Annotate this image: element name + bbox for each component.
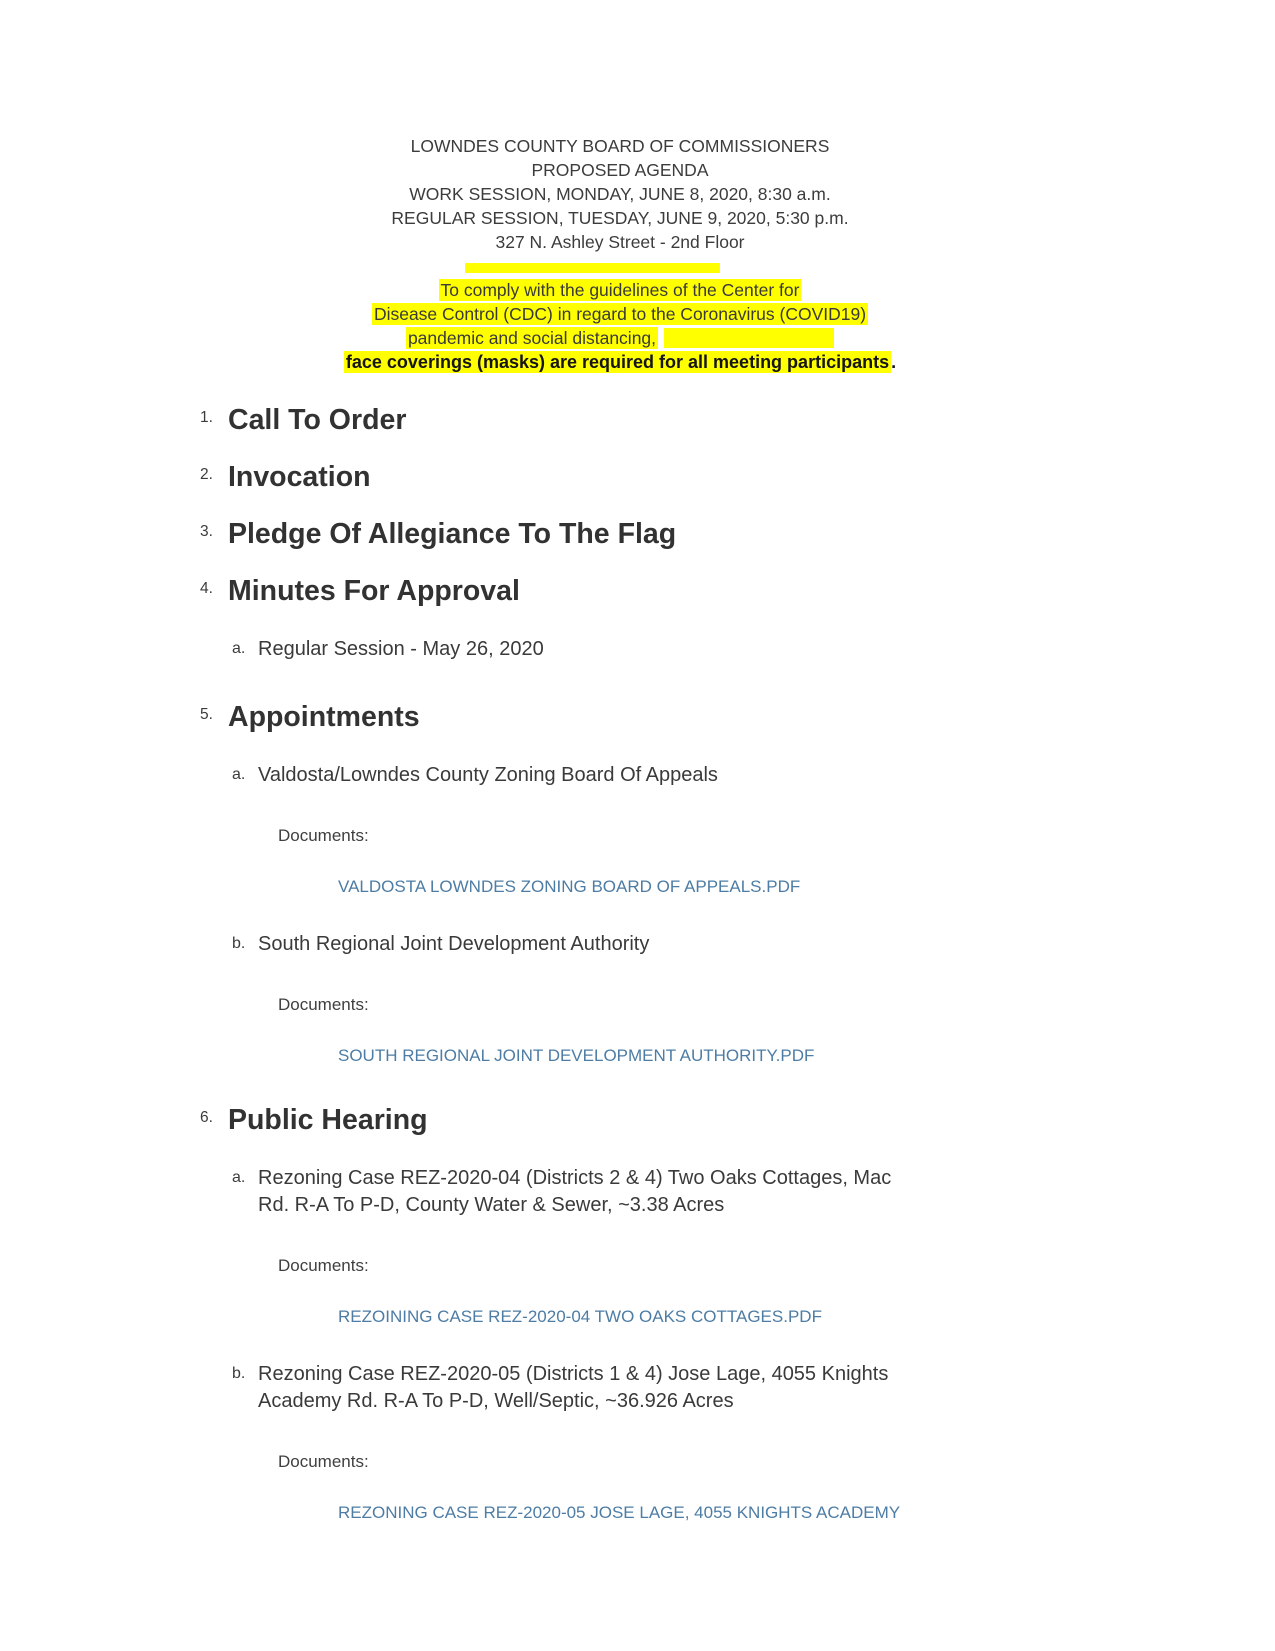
- header-org-line: LOWNDES COUNTY BOARD OF COMMISSIONERS: [410, 136, 830, 156]
- section-pledge: [200, 518, 1275, 551]
- item-letter: a.: [232, 766, 246, 783]
- section-title: Appointments: [228, 701, 420, 733]
- section-appointments: [200, 701, 1275, 734]
- section-number: 1.: [200, 409, 213, 426]
- header-regular-session-line: REGULAR SESSION, TUESDAY, JUNE 9, 2020, 5:30 p.m.: [391, 208, 849, 228]
- section-title: Public Hearing: [228, 1104, 428, 1136]
- agenda-item-zoning-board-appointment: [232, 762, 1275, 789]
- pdf-link-south-regional-authority[interactable]: SOUTH REGIONAL JOINT DEVELOPMENT AUTHORITY.PDF: [338, 1046, 815, 1065]
- section-call-to-order: [200, 404, 1275, 437]
- section-number: 5.: [200, 706, 213, 723]
- section-title: Minutes For Approval: [228, 575, 520, 607]
- section-title: Pledge Of Allegiance To The Flag: [228, 518, 677, 550]
- item-text: Valdosta/Lowndes County Zoning Board Of Appeals: [258, 764, 718, 786]
- item-letter: a.: [232, 640, 246, 657]
- documents-label: Documents:: [278, 1256, 369, 1275]
- highlight-blank-line: [465, 263, 720, 273]
- section-minutes: [200, 575, 1275, 608]
- pdf-link-rez-2020-05-jose-lage[interactable]: REZONING CASE REZ-2020-05 JOSE LAGE, 4055 KNIGHTS ACADEMY: [338, 1503, 901, 1522]
- item-text: South Regional Joint Development Authority: [258, 933, 650, 955]
- agenda-item-rez-2020-05: [232, 1361, 1275, 1415]
- notice-bold-line: face coverings (masks) are required for all meeting participants .: [345, 352, 897, 372]
- documents-label: Documents:: [278, 995, 369, 1014]
- header-work-session-line: WORK SESSION, MONDAY, JUNE 8, 2020, 8:30 a.m.: [409, 184, 831, 204]
- agenda-item-south-regional-authority: [232, 931, 1275, 958]
- section-title: Call To Order: [228, 404, 407, 436]
- documents-label: Documents:: [278, 1452, 369, 1471]
- agenda-item-rez-2020-04: [232, 1165, 1275, 1219]
- item-letter: a.: [232, 1169, 246, 1186]
- pdf-link-zoning-board-of-appeals[interactable]: VALDOSTA LOWNDES ZONING BOARD OF APPEALS.PDF: [338, 877, 801, 896]
- section-public-hearing: [200, 1104, 1275, 1137]
- notice-line-3: pandemic and social distancing,: [190, 326, 1050, 350]
- section-number: 4.: [200, 580, 213, 597]
- item-text-line-1: Rezoning Case REZ-2020-05 (Districts 1 & 4) Jose Lage, 4055 Knights: [258, 1363, 889, 1385]
- header-address-line: 327 N. Ashley Street - 2nd Floor: [495, 232, 745, 252]
- agenda-header: [190, 0, 1050, 254]
- header-agenda-line: PROPOSED AGENDA: [531, 160, 709, 180]
- section-number: 3.: [200, 523, 213, 540]
- item-text-line-1: Rezoning Case REZ-2020-04 (Districts 2 & 4) Two Oaks Cottages, Mac: [258, 1167, 892, 1189]
- covid-notice: [190, 263, 1050, 375]
- item-letter: b.: [232, 935, 246, 952]
- item-letter: b.: [232, 1365, 246, 1382]
- item-text-line-2: Rd. R-A To P-D, County Water & Sewer, ~3.38 Acres: [258, 1194, 725, 1216]
- notice-line-2: Disease Control (CDC) in regard to the Coronavirus (COVID19): [373, 304, 867, 324]
- section-title: Invocation: [228, 461, 371, 493]
- item-text-line-2: Academy Rd. R-A To P-D, Well/Septic, ~36.926 Acres: [258, 1390, 734, 1412]
- section-number: 2.: [200, 466, 213, 483]
- notice-line-1: To comply with the guidelines of the Center for: [440, 280, 800, 300]
- highlight-trailing-spaces: [664, 328, 834, 348]
- section-number: 6.: [200, 1109, 213, 1126]
- pdf-link-rez-2020-04-two-oaks[interactable]: REZOINING CASE REZ-2020-04 TWO OAKS COTTAGES.PDF: [338, 1307, 822, 1326]
- item-text: Regular Session - May 26, 2020: [258, 638, 544, 660]
- documents-label: Documents:: [278, 826, 369, 845]
- agenda-item-regular-session-minutes: [232, 636, 1275, 663]
- section-invocation: [200, 461, 1275, 494]
